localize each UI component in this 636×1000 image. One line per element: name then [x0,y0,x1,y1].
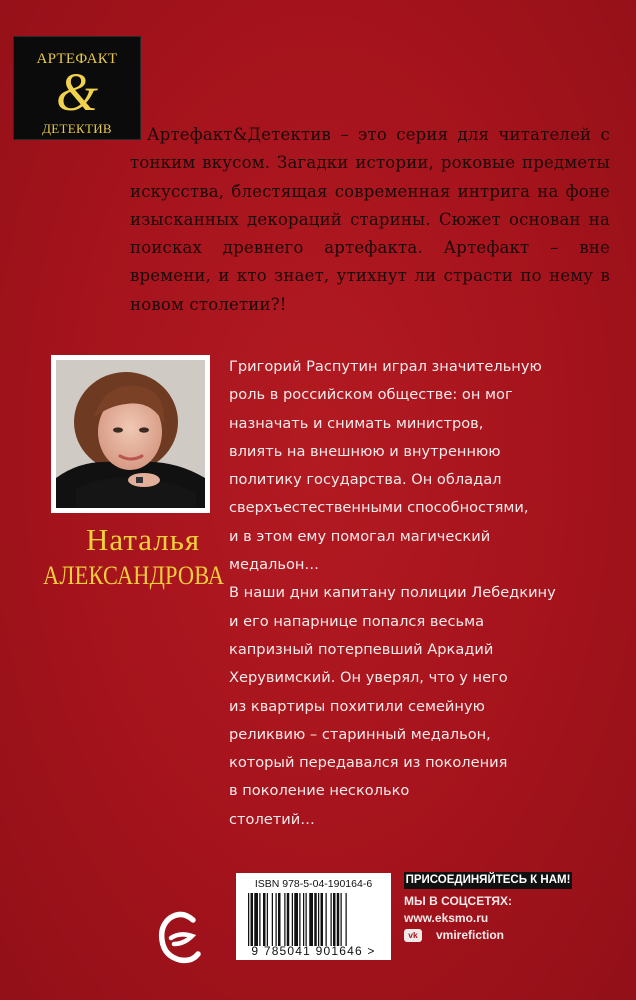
vk-link[interactable] [404,927,574,944]
series-description: Артефакт&Детектив – это серия для читателей с тонким вкусом. Загадки истории, роковые предметы искусства, блестящая современная интрига на фоне изысканных декораций старины. Сюжет основан на поисках древнего артефакта. Артефакт – вне времени, и кто знает, утихнут ли страсти по нему в новом столетии?! [130,125,610,314]
book-annotation [229,353,569,834]
barcode-bar [309,893,313,946]
barcode-bar [272,893,273,946]
barcode-bars [248,893,384,946]
barcode-bar [341,893,342,946]
barcode-bar [306,893,307,946]
barcode-bar [333,893,336,946]
join-us-banner: ПРИСОЕДИНЯЙТЕСЬ К НАМ! [404,872,572,889]
series-logo-top: АРТЕФАКТ [36,51,118,67]
barcode-bar [337,893,340,946]
barcode-bar [294,893,298,946]
eksmo-logo-icon [158,908,204,964]
annotation-paragraph-2: В наши дни капитану полиции Лебедкину и его напарнице попался весьма капризный потерпевший Аркадий Херувимский. Он уверял, что у него из квартиры похитили семейную реликвию – старинный медальон, который передавался из поколения в поколение несколько столетий… [229,584,556,828]
barcode-bar [299,893,300,946]
series-logo-ampersand: & [55,62,98,122]
barcode-bar [326,893,327,946]
barcode-bar [267,893,268,946]
website-link[interactable]: www.eksmo.ru [404,911,489,925]
vk-icon: vk [404,929,422,942]
barcode-bar [284,893,285,946]
annotation-paragraph-1: Григорий Распутин играл значительную роль в российском обществе: он мог назначать и снимать министров, влиять на внешнюю и внутреннюю политику государства. Он обладал сверхъестественными способностями, и в этом ему помогал магический медальон… [229,358,542,574]
portrait-illustration [56,360,205,508]
author-portrait-image [56,360,205,508]
barcode-bar [318,893,319,946]
barcode-bar [287,893,290,946]
barcode-bar [346,893,347,946]
author-photo [51,355,210,513]
barcode-block [236,873,391,960]
barcode-bar [321,893,324,946]
barcode-bar [248,893,249,946]
social-links [404,893,574,944]
barcode-bar [303,893,304,946]
barcode-bar [292,893,293,946]
barcode-bar [331,893,332,946]
barcode-bar [278,893,281,946]
barcode-bar [314,893,317,946]
barcode-digits: 9 785041 901646 > [251,944,376,958]
barcode-bar [263,893,266,946]
author-first-name: Наталья [86,522,201,557]
barcode-bar [254,893,258,946]
barcode-bar [259,893,260,946]
isbn-number: ISBN 978-5-04-190164-6 [254,878,373,890]
series-logo-bottom: ДЕТЕКТИВ [42,121,112,136]
vk-handle: vmirefiction [436,928,505,942]
social-label: МЫ В СОЦСЕТЯХ: [404,894,513,908]
series-logo [13,36,141,140]
barcode-bar [251,893,254,946]
author-last-name: АЛЕКСАНДРОВА [43,561,225,590]
barcode-bar [276,893,277,946]
